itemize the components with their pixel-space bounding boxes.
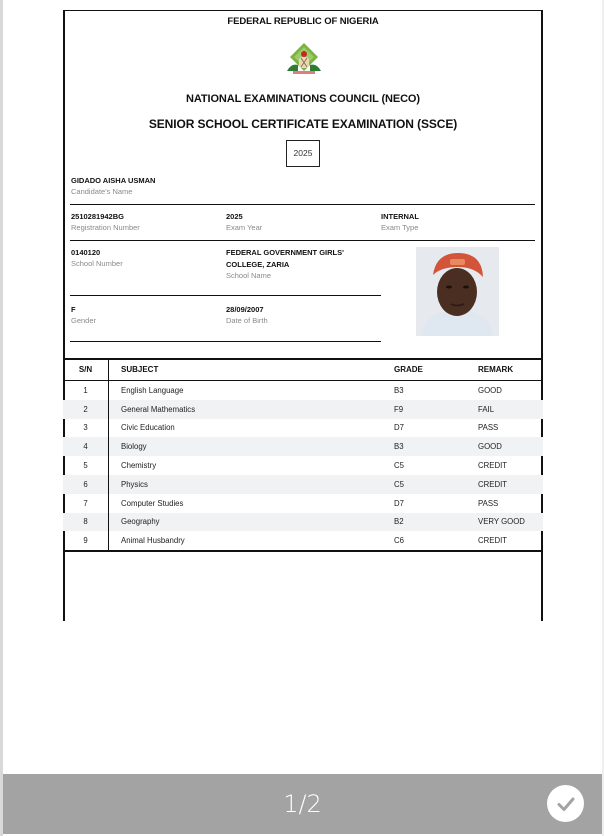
row-sn: 4 (63, 437, 109, 456)
document-left-border (63, 551, 65, 621)
date-of-birth-field (226, 305, 268, 327)
candidate-photo (416, 247, 499, 336)
row-remark: CREDIT (478, 461, 508, 471)
table-row (63, 381, 543, 400)
header-sn: S/N (63, 359, 109, 381)
row-remark: CREDIT (478, 536, 508, 546)
school-name-field (226, 248, 344, 282)
table-side-border (63, 456, 65, 475)
table-side-border (63, 359, 65, 381)
table-row (63, 400, 543, 419)
school-name-value-line1: FEDERAL GOVERNMENT GIRLS' (226, 248, 344, 257)
table-bottom-border (63, 550, 543, 552)
row-subject: Geography (109, 513, 395, 532)
check-icon (555, 793, 577, 815)
table-side-border (541, 381, 543, 400)
row-remark: PASS (478, 423, 499, 433)
school-name-value-line2: COLLEGE, ZARIA (226, 260, 290, 269)
table-row (63, 437, 543, 456)
candidate-name-field (71, 176, 155, 198)
page-indicator: 1/2 (283, 790, 322, 818)
header-remark: REMARK (478, 359, 543, 381)
table-side-border (63, 419, 65, 438)
table-side-border (63, 531, 65, 550)
row-grade: C6 (394, 536, 404, 546)
row-subject: Animal Husbandry (121, 536, 185, 546)
row-remark: PASS (478, 498, 499, 508)
date-of-birth-value: 28/09/2007 (226, 305, 264, 314)
row-sn: 3 (63, 419, 109, 438)
row-grade: C5 (394, 475, 478, 494)
document-right-border (541, 10, 543, 360)
row-grade: B2 (394, 513, 478, 532)
table-row (63, 456, 543, 475)
exam-year-label: Exam Year (226, 223, 263, 232)
exam-type-value: INTERNAL (381, 212, 419, 221)
table-side-border (541, 494, 543, 513)
row-grade: B3 (394, 385, 404, 395)
results-table (63, 359, 543, 550)
gender-label: Gender (71, 316, 97, 325)
row-subject: Chemistry (121, 461, 157, 471)
row-subject: Physics (109, 475, 395, 494)
divider (70, 204, 535, 205)
exam-type-field (381, 212, 419, 234)
row-remark: VERY GOOD (478, 513, 543, 532)
table-row (63, 531, 543, 550)
table-side-border (63, 494, 65, 513)
registration-number-label: Registration Number (71, 223, 140, 232)
school-number-label: School Number (71, 259, 123, 268)
council-heading: NATIONAL EXAMINATIONS COUNCIL (NECO) (186, 93, 420, 105)
confirm-button[interactable] (547, 785, 584, 822)
divider (70, 295, 381, 296)
table-row (63, 475, 543, 494)
row-remark: GOOD (478, 437, 543, 456)
row-sn: 2 (63, 400, 109, 419)
row-grade: F9 (394, 400, 478, 419)
row-grade: B3 (394, 437, 478, 456)
gender-field (71, 305, 96, 327)
exam-year-value: 2025 (226, 212, 243, 221)
row-subject: English Language (121, 385, 184, 395)
date-of-birth-label: Date of Birth (226, 316, 268, 325)
table-side-border (63, 381, 65, 400)
header-subject: SUBJECT (109, 359, 395, 381)
table-side-border (541, 419, 543, 438)
document-right-border (541, 551, 543, 621)
row-subject: Computer Studies (121, 498, 184, 508)
divider (70, 341, 381, 342)
row-sn: 8 (63, 513, 109, 532)
row-sn: 9 (63, 531, 109, 550)
table-row (63, 494, 543, 513)
exam-type-label: Exam Type (381, 223, 419, 232)
row-remark: GOOD (478, 385, 502, 395)
row-sn: 7 (63, 494, 109, 513)
gender-value: F (71, 305, 76, 314)
row-grade: D7 (394, 498, 404, 508)
row-sn: 5 (63, 456, 109, 475)
table-row (63, 513, 543, 532)
viewer-bottom-bar (3, 774, 602, 834)
row-sn: 6 (63, 475, 109, 494)
registration-number-value: 2510281942BG (71, 212, 124, 221)
document-left-border (63, 10, 65, 360)
exam-year-field (226, 212, 262, 234)
row-subject: General Mathematics (109, 400, 395, 419)
table-side-border (541, 359, 543, 381)
divider (70, 240, 535, 241)
country-heading: FEDERAL REPUBLIC OF NIGERIA (227, 16, 379, 27)
school-number-value: 0140120 (71, 248, 101, 257)
table-side-border (541, 531, 543, 550)
table-side-border (541, 456, 543, 475)
row-remark: FAIL (478, 400, 543, 419)
row-sn: 1 (63, 381, 109, 400)
candidate-name-value: GIDADO AISHA USMAN (71, 176, 156, 185)
header-grade: GRADE (394, 359, 478, 381)
row-grade: D7 (394, 423, 404, 433)
row-subject: Civic Education (121, 423, 175, 433)
school-name-label: School Name (226, 271, 272, 280)
candidate-name-label: Candidate's Name (71, 187, 133, 196)
row-subject: Biology (109, 437, 395, 456)
coat-of-arms-icon (285, 41, 323, 77)
registration-number-field (71, 212, 140, 234)
exam-year-box: 2025 (286, 140, 320, 167)
school-number-field (71, 248, 123, 270)
exam-heading: SENIOR SCHOOL CERTIFICATE EXAMINATION (SSCE) (148, 117, 458, 131)
table-header-row (63, 359, 543, 381)
row-remark: CREDIT (478, 475, 543, 494)
row-grade: C5 (394, 461, 404, 471)
viewer-left-edge (0, 0, 3, 836)
table-row (63, 419, 543, 438)
